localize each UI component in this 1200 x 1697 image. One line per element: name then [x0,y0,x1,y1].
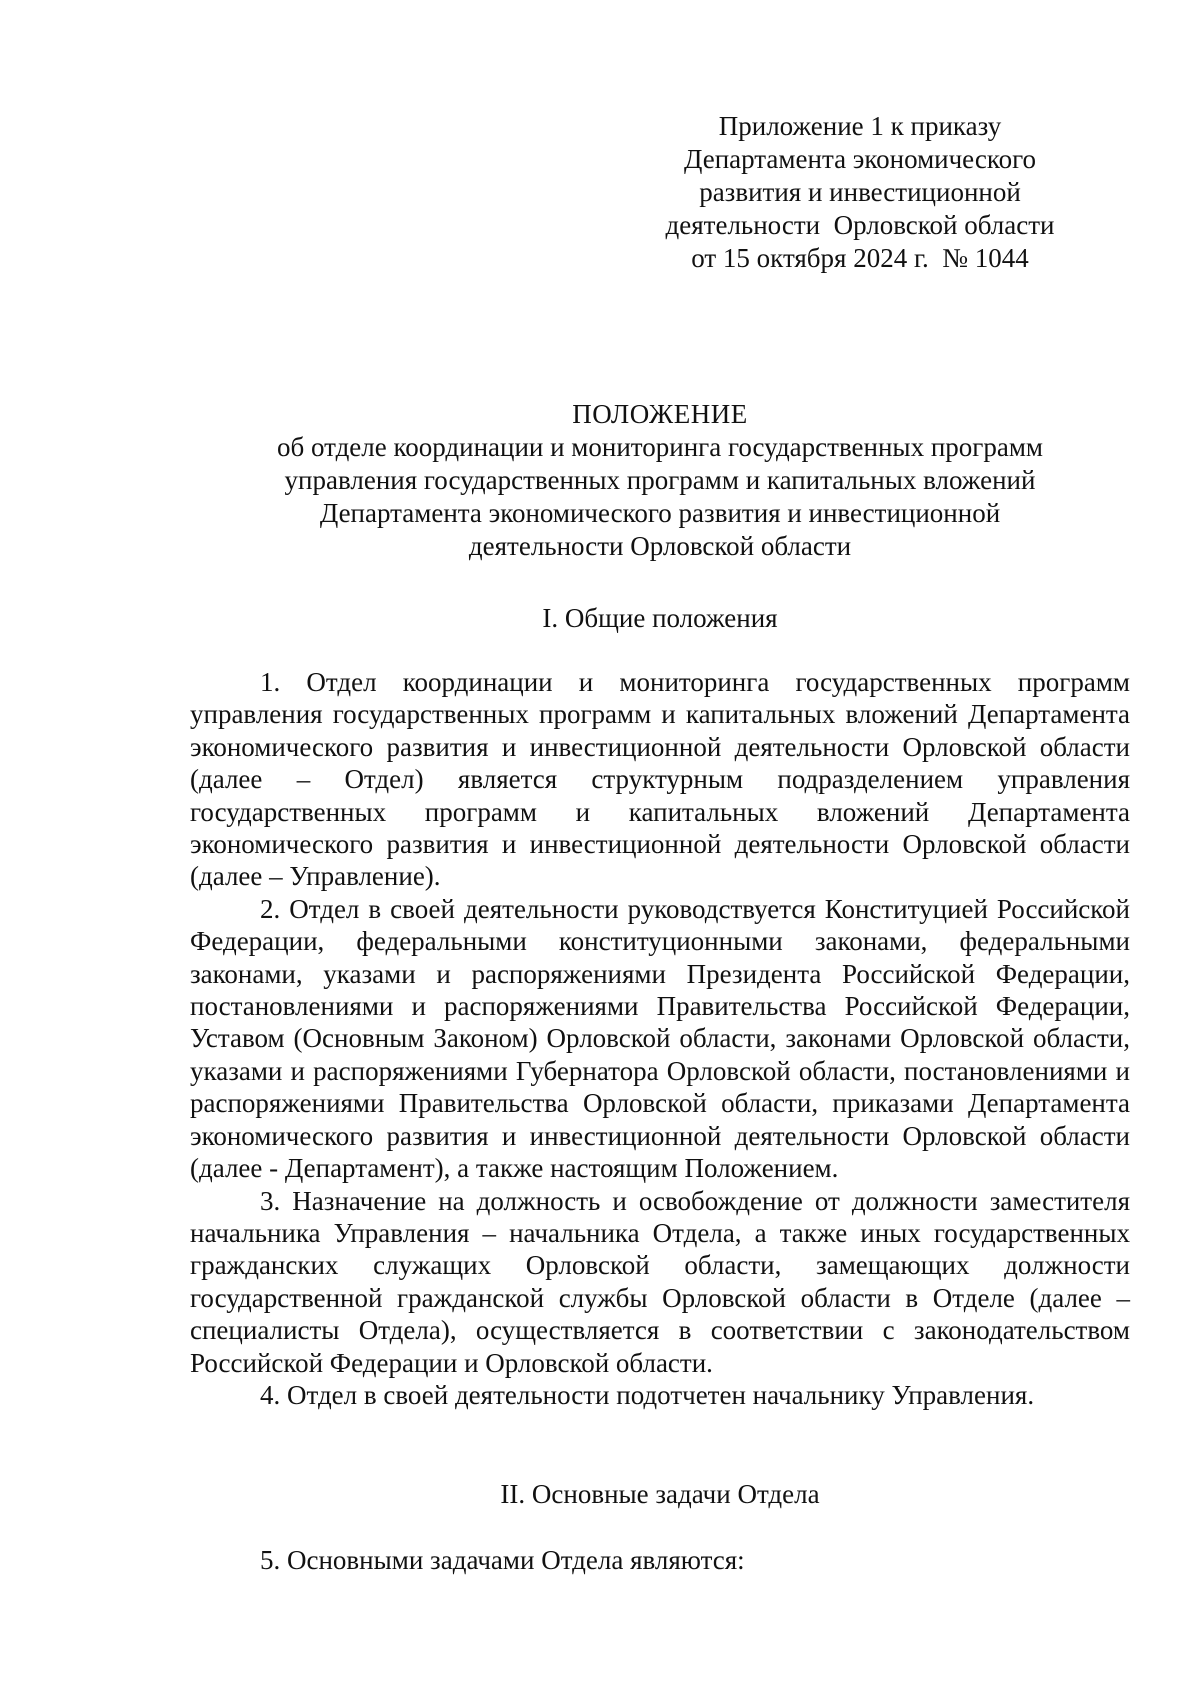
section-heading-tasks: II. Основные задачи Отдела [500,1479,820,1509]
appendix-line-4: деятельности Орловской области [665,210,1055,240]
appendix-line-1: Приложение 1 к приказу [718,111,1002,141]
paragraph-4: 4. Отдел в своей деятельности подотчетен начальнику Управления. [260,1379,1035,1410]
title-line-4: деятельности Орловской области [468,531,852,561]
document-title-block [190,398,1130,563]
appendix-line-5: от 15 октября 2024 г. № 1044 [691,243,1029,273]
document-title: ПОЛОЖЕНИЕ [572,399,748,429]
paragraph-2: 2. Отдел в своей деятельности руководствуется Конституцией Российской Федерации, федеральными конституционными законами, федеральными законами, указами и распоряжениями Президента Российской Федерации, постановлениями и распоряжениями Правительства Российской Федерации, Уставом (Основным Законом) Орловской области, законами Орловской области, указами и распоряжениями Губернатора Орловской области, постановлениями и распоряжениями Правительства Орловской области, приказами Департамента экономического развития и инвестиционной деятельности Орловской области (далее - Департамент), а также настоящим Положением. [190,893,1130,1184]
section-body-general [190,666,1130,1411]
title-line-2: управления государственных программ и капитальных вложений [284,465,1036,495]
paragraph-3: 3. Назначение на должность и освобождение от должности заместителя начальника Управления – начальника Отдела, а также иных государственных гражданских служащих Орловской области, замещающих должности государственной гражданской службы Орловской области в Отделе (далее – специалисты Отдела), осуществляется в соответствии с законодательством Российской Федерации и Орловской области. [190,1185,1130,1378]
appendix-line-2: Департамента экономического [684,144,1036,174]
section-heading-general: I. Общие положения [542,603,778,633]
paragraph-5: 5. Основными задачами Отдела являются: [260,1545,745,1575]
appendix-header [620,110,1100,275]
title-line-1: об отделе координации и мониторинга государственных программ [277,432,1043,462]
paragraph-1: 1. Отдел координации и мониторинга государственных программ управления государственных программ и капитальных вложений Департамента экономического развития и инвестиционной деятельности Орловской области (далее – Отдел) является структурным подразделением управления государственных программ и капитальных вложений Департамента экономического развития и инвестиционной деятельности Орловской области (далее – Управление). [190,667,1130,892]
title-line-3: Департамента экономического развития и инвестиционной [319,498,1001,528]
appendix-line-3: развития и инвестиционной [699,177,1021,207]
